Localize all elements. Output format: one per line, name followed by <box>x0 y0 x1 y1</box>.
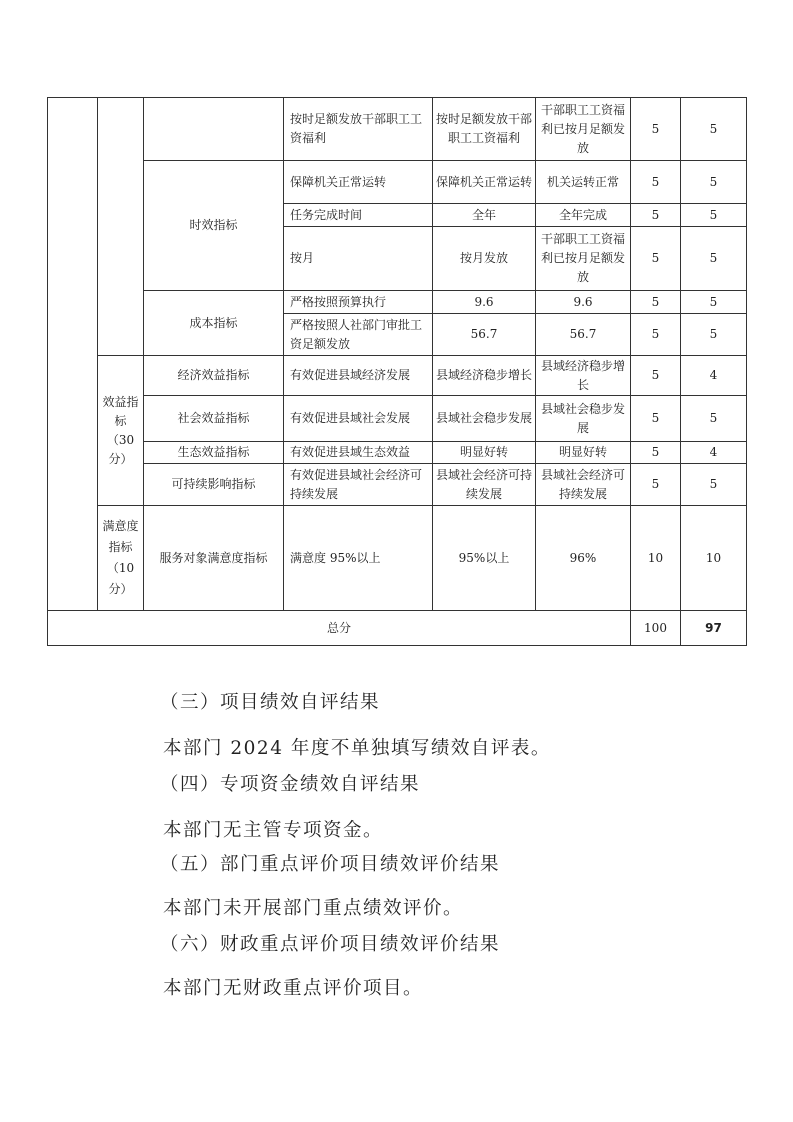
weight-cell: 5 <box>631 291 681 314</box>
indicator-cell: 保障机关正常运转 <box>284 161 433 204</box>
indicator-cell: 严格按照预算执行 <box>284 291 433 314</box>
score-cell: 10 <box>681 506 747 611</box>
sub-indicator-cell: 可持续影响指标 <box>144 464 284 506</box>
score-cell: 5 <box>681 98 747 161</box>
score-cell: 5 <box>681 161 747 204</box>
section-heading: （四）专项资金绩效自评结果 <box>160 774 421 795</box>
total-weight: 100 <box>631 611 681 646</box>
actual-cell: 县域社会经济可持续发展 <box>536 464 631 506</box>
weight-cell: 5 <box>631 464 681 506</box>
score-cell: 5 <box>681 464 747 506</box>
weight-cell: 5 <box>631 98 681 161</box>
target-cell: 全年 <box>433 204 536 227</box>
section-body: 本部门未开展部门重点绩效评价。 <box>163 898 464 919</box>
sub-indicator-cell <box>144 98 284 161</box>
target-cell: 县域社会经济可持续发展 <box>433 464 536 506</box>
sub-indicator-cell: 成本指标 <box>144 291 284 356</box>
total-row <box>48 611 747 646</box>
target-cell: 县域经济稳步增长 <box>433 356 536 396</box>
indicator-cell: 有效促进县域生态效益 <box>284 442 433 464</box>
weight-cell: 5 <box>631 161 681 204</box>
target-cell: 按时足额发放干部职工工资福利 <box>433 98 536 161</box>
sub-indicator-cell: 社会效益指标 <box>144 396 284 442</box>
table-row <box>48 506 747 611</box>
score-cell: 4 <box>681 442 747 464</box>
target-cell: 按月发放 <box>433 227 536 291</box>
indicator-cell: 任务完成时间 <box>284 204 433 227</box>
table-row <box>48 291 747 314</box>
actual-cell: 县域经济稳步增长 <box>536 356 631 396</box>
sub-indicator-cell: 生态效益指标 <box>144 442 284 464</box>
sub-indicator-cell: 经济效益指标 <box>144 356 284 396</box>
actual-cell: 96% <box>536 506 631 611</box>
actual-cell: 干部职工工资福利已按月足额发放 <box>536 227 631 291</box>
score-cell: 5 <box>681 227 747 291</box>
indicator-cell: 有效促进县域社会发展 <box>284 396 433 442</box>
table-row <box>48 161 747 204</box>
weight-cell: 5 <box>631 396 681 442</box>
performance-table <box>47 97 747 646</box>
section-heading: （六）财政重点评价项目绩效评价结果 <box>160 934 501 955</box>
actual-cell: 明显好转 <box>536 442 631 464</box>
weight-cell: 5 <box>631 204 681 227</box>
category-cell <box>98 98 144 356</box>
category-cell: 满意度指标（10分） <box>98 506 144 611</box>
score-cell: 5 <box>681 204 747 227</box>
section-heading: （五）部门重点评价项目绩效评价结果 <box>160 854 501 875</box>
actual-cell: 机关运转正常 <box>536 161 631 204</box>
total-score: 97 <box>681 611 747 646</box>
target-cell: 县域社会稳步发展 <box>433 396 536 442</box>
actual-cell: 9.6 <box>536 291 631 314</box>
score-cell: 5 <box>681 314 747 356</box>
actual-cell: 县域社会稳步发展 <box>536 396 631 442</box>
indicator-cell: 满意度 95%以上 <box>284 506 433 611</box>
weight-cell: 5 <box>631 227 681 291</box>
actual-cell: 干部职工工资福利已按月足额发放 <box>536 98 631 161</box>
target-cell: 保障机关正常运转 <box>433 161 536 204</box>
indicator-cell: 按时足额发放干部职工工资福利 <box>284 98 433 161</box>
score-cell: 5 <box>681 291 747 314</box>
target-cell: 明显好转 <box>433 442 536 464</box>
sub-indicator-cell: 时效指标 <box>144 161 284 291</box>
category-cell: 效益指标（30分） <box>98 356 144 506</box>
table-row <box>48 356 747 396</box>
section-body: 本部门无财政重点评价项目。 <box>163 978 424 999</box>
category-cell <box>48 98 98 611</box>
actual-cell: 56.7 <box>536 314 631 356</box>
weight-cell: 5 <box>631 442 681 464</box>
indicator-cell: 有效促进县域社会经济可持续发展 <box>284 464 433 506</box>
weight-cell: 5 <box>631 356 681 396</box>
score-cell: 5 <box>681 396 747 442</box>
target-cell: 9.6 <box>433 291 536 314</box>
weight-cell: 5 <box>631 314 681 356</box>
section-body: 本部门无主管专项资金。 <box>163 820 384 841</box>
weight-cell: 10 <box>631 506 681 611</box>
sub-indicator-cell: 服务对象满意度指标 <box>144 506 284 611</box>
target-cell: 56.7 <box>433 314 536 356</box>
total-label: 总分 <box>48 611 631 646</box>
table-row <box>48 98 747 161</box>
table-row <box>48 464 747 506</box>
indicator-cell: 有效促进县域经济发展 <box>284 356 433 396</box>
section-heading: （三）项目绩效自评结果 <box>160 692 381 713</box>
table-row <box>48 396 747 442</box>
indicator-cell: 严格按照人社部门审批工资足额发放 <box>284 314 433 356</box>
score-cell: 4 <box>681 356 747 396</box>
target-cell: 95%以上 <box>433 506 536 611</box>
actual-cell: 全年完成 <box>536 204 631 227</box>
section-body: 本部门 2024 年度不单独填写绩效自评表。 <box>163 738 551 759</box>
indicator-cell: 按月 <box>284 227 433 291</box>
table-row <box>48 442 747 464</box>
